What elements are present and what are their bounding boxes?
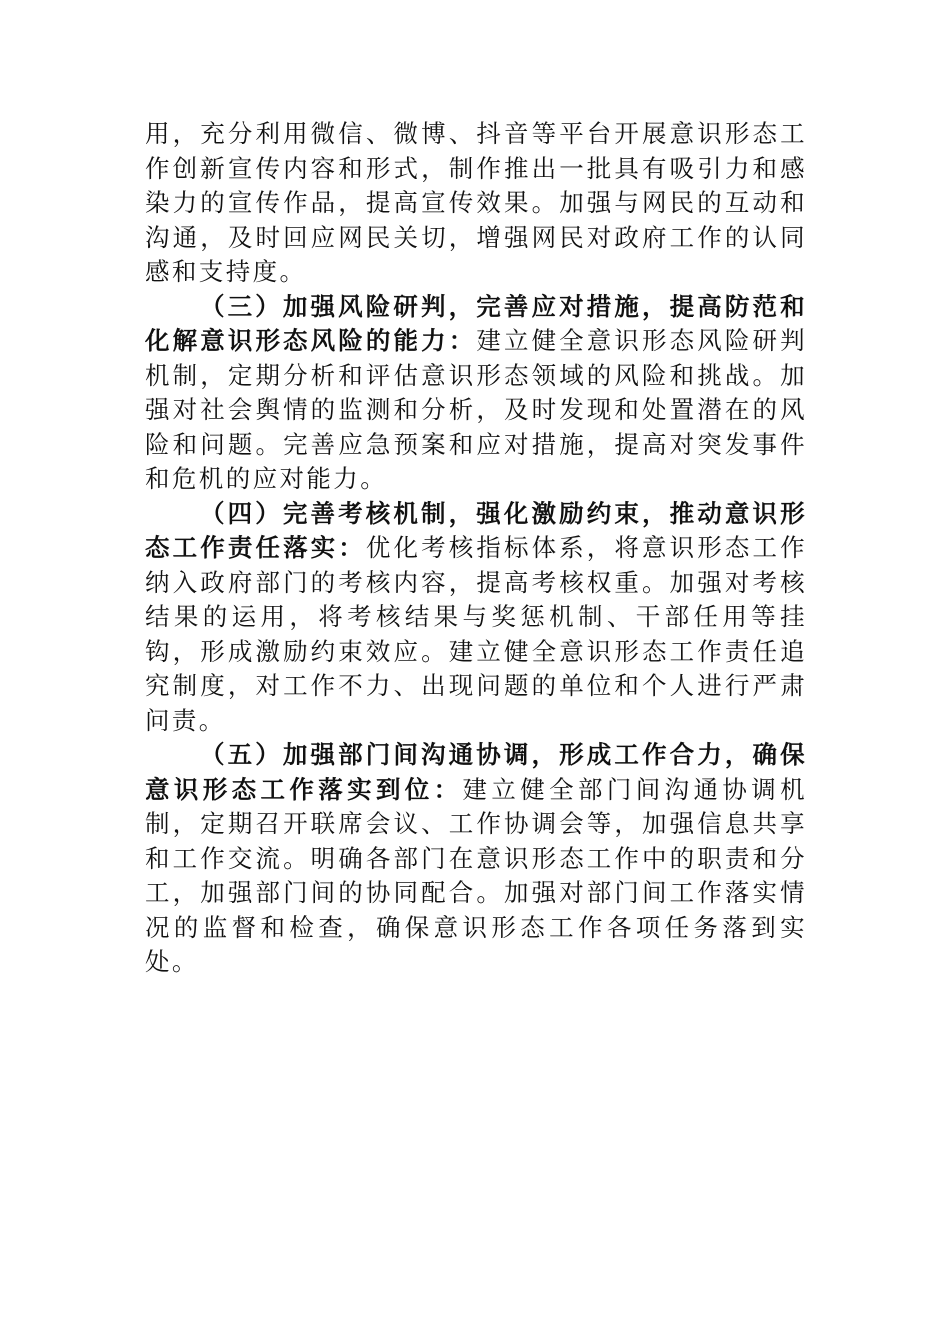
section-heading-4: （四）完善考核机制，强化激励约束，推动意识形态工作责任落实： [145,498,807,562]
paragraph-text: 用，充分利用微信、微博、抖音等平台开展意识形态工作创新宣传内容和形式，制作推出一批具有吸引力和感染力的宣传作品，提高宣传效果。加强与网民的互动和沟通，及时回应网民关切，增强网民对政府工作的认同感和支持度。 [145,119,807,286]
document-body [145,117,807,980]
paragraph-text: 优化考核指标体系，将意识形态工作纳入政府部门的考核内容，提高考核权重。加强对考核结果的运用，将考核结果与奖惩机制、干部任用等挂钩，形成激励约束效应。建立健全意识形态工作责任追究制度，对工作不力、出现问题的单位和个人进行严肃问责。 [145,533,807,735]
paragraph-section-3 [145,290,807,497]
paragraph-section-4 [145,497,807,739]
paragraph-section-5 [145,738,807,980]
section-heading-3: （三）加强风险研判，完善应对措施，提高防范和化解意识形态风险的能力： [145,291,807,355]
section-heading-5: （五）加强部门间沟通协调，形成工作合力，确保意识形态工作落实到位： [145,740,807,804]
paragraph-continued [145,117,807,290]
paragraph-text: 建立健全部门间沟通协调机制，定期召开联席会议、工作协调会等，加强信息共享和工作交流。明确各部门在意识形态工作中的职责和分工，加强部门间的协同配合。加强对部门间工作落实情况的监督和检查，确保意识形态工作各项任务落到实处。 [145,774,807,976]
paragraph-text: 建立健全意识形态风险研判机制，定期分析和评估意识形态领域的风险和挑战。加强对社会舆情的监测和分析，及时发现和处置潜在的风险和问题。完善应急预案和应对措施，提高对突发事件和危机的应对能力。 [145,326,807,493]
